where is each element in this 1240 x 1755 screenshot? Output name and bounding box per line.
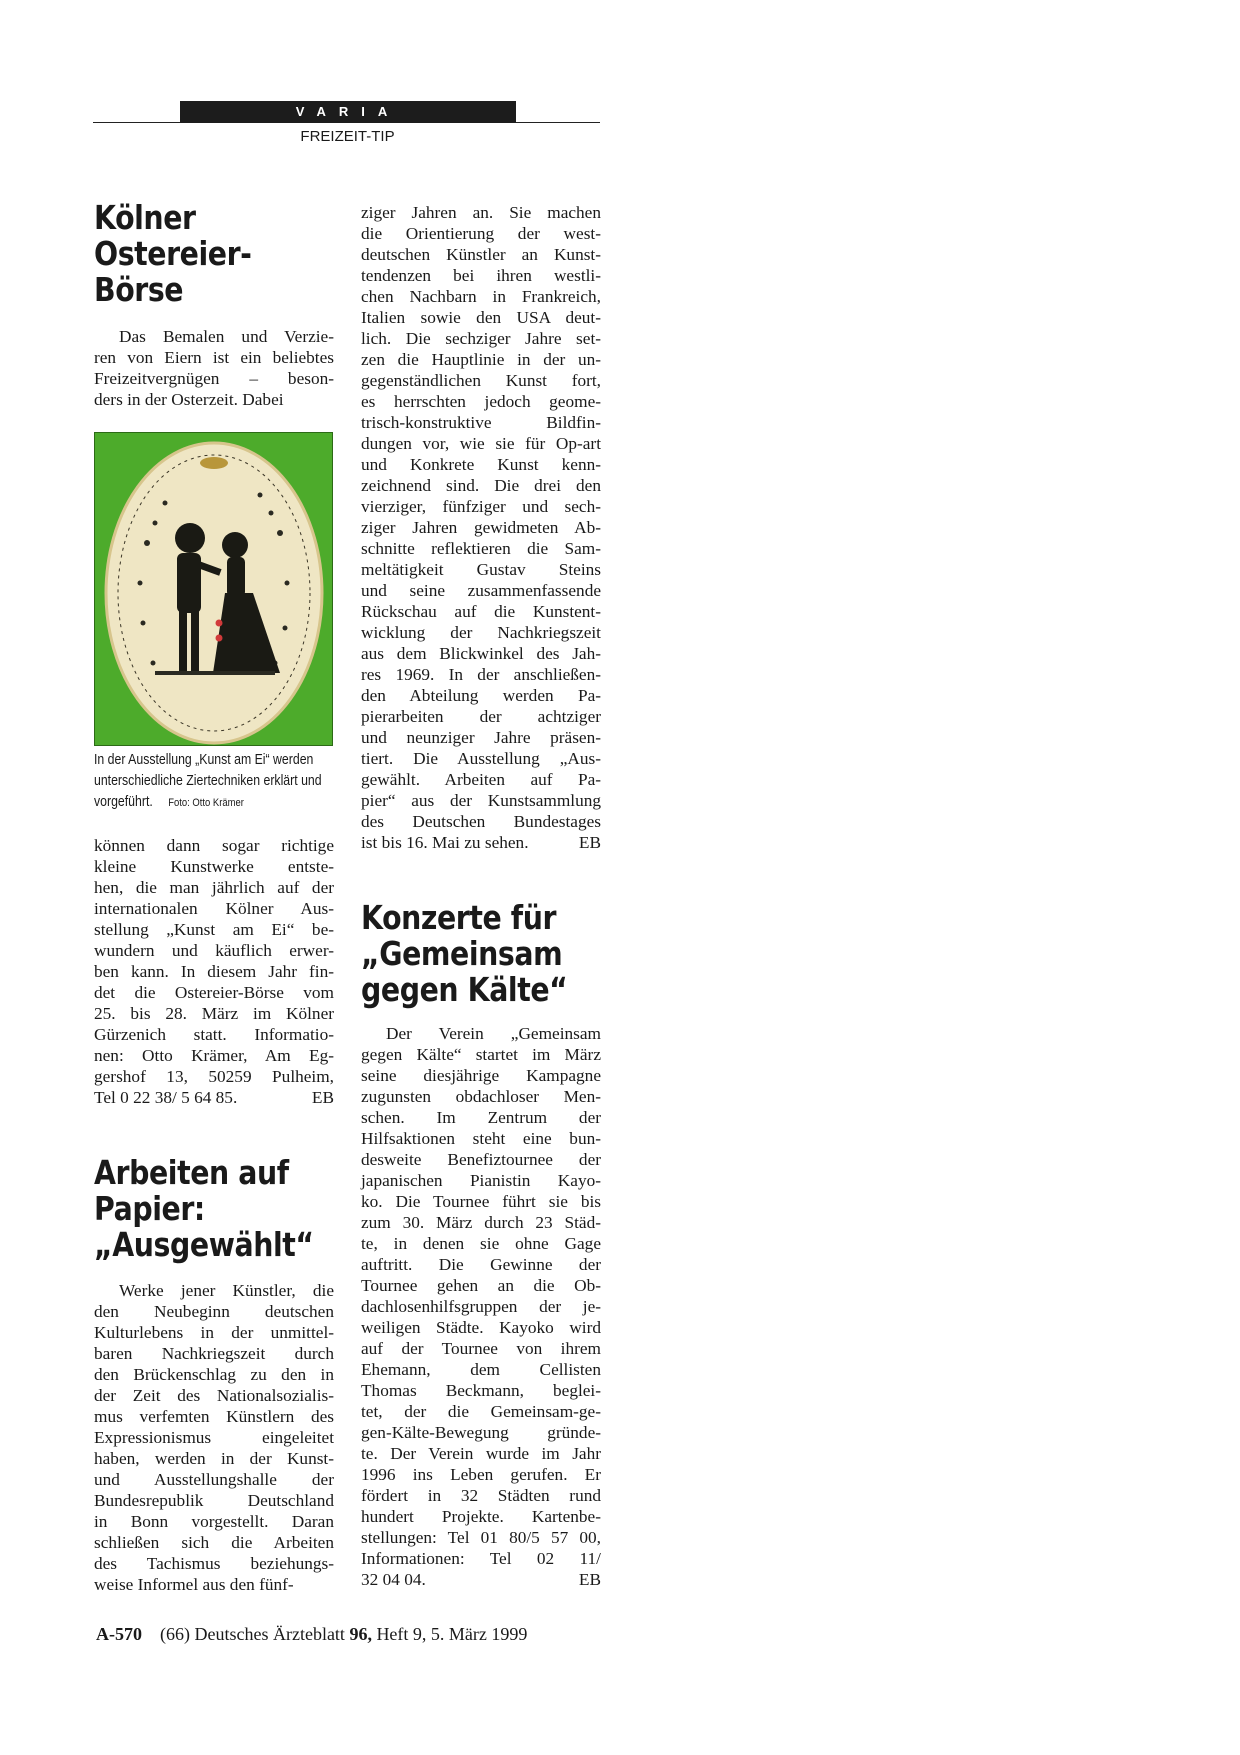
text-line: Tournee gehen an die Ob- bbox=[361, 1276, 601, 1295]
article-konzerte bbox=[361, 900, 601, 1008]
text-line: wicklung der Nachkriegszeit bbox=[361, 623, 601, 642]
article-title bbox=[94, 200, 333, 308]
article2-body-col1 bbox=[94, 1280, 334, 1595]
text-line: können dann sogar richtige bbox=[94, 836, 334, 855]
photo-caption bbox=[94, 750, 335, 814]
text-line: tet, der die Gemeinsam-ge- bbox=[361, 1402, 601, 1421]
text-line: Informationen: Tel 02 11/ bbox=[361, 1549, 601, 1568]
text-line: pier“ aus der Kunstsammlung bbox=[361, 791, 601, 810]
text-line: te. Der Verein wurde im Jahr bbox=[361, 1444, 601, 1463]
text-line: den Brückenschlag zu den in bbox=[94, 1365, 334, 1384]
text-line: ko. Die Tournee führt sie bis bbox=[361, 1192, 601, 1211]
text-line: dungen vor, wie sie für Op-art bbox=[361, 434, 601, 453]
text-line: die Orientierung der west- bbox=[361, 224, 601, 243]
text-line: Tel 0 22 38/ 5 64 85. EB bbox=[94, 1088, 334, 1107]
text-line: es herrschten jedoch geome- bbox=[361, 392, 601, 411]
text-line: den Abteilung werden Pa- bbox=[361, 686, 601, 705]
page-footer bbox=[96, 1624, 527, 1645]
text-line: ziger Jahren gewidmeten Ab- bbox=[361, 518, 601, 537]
easter-egg-photo bbox=[94, 432, 333, 746]
text-line: auf der Tournee von ihrem bbox=[361, 1339, 601, 1358]
section-label: VARIA bbox=[180, 101, 516, 123]
author-signature: EB bbox=[578, 833, 601, 852]
text-line: trisch-konstruktive Bildfin- bbox=[361, 413, 601, 432]
text-line: des Tachismus beziehungs- bbox=[94, 1554, 334, 1573]
journal-volume: 96, bbox=[349, 1624, 372, 1644]
text-line: schnitte reflektieren die Sam- bbox=[361, 539, 601, 558]
title-line: „Gemeinsam bbox=[361, 934, 563, 973]
text-line: ders in der Osterzeit. Dabei bbox=[94, 390, 284, 409]
article-arbeiten-auf-papier bbox=[94, 1155, 334, 1263]
title-line: Arbeiten auf bbox=[94, 1153, 289, 1192]
text-line: lich. Die sechziger Jahre set- bbox=[361, 329, 601, 348]
text-line: hen, die man jährlich auf der bbox=[94, 878, 334, 897]
text-line: Hilfsaktionen steht eine bun- bbox=[361, 1129, 601, 1148]
text-line: mus verfemten Künstlern des bbox=[94, 1407, 334, 1426]
text-line: meltätigkeit Gustav Steins bbox=[361, 560, 601, 579]
text-line: stellungen: Tel 01 80/5 57 00, bbox=[361, 1528, 601, 1547]
text-line: in Bonn vorgestellt. Daran bbox=[94, 1512, 334, 1531]
body-text bbox=[361, 202, 601, 853]
article-title bbox=[361, 900, 600, 1008]
article2-body-col2 bbox=[361, 202, 601, 853]
text-line: zum 30. März durch 23 Städ- bbox=[361, 1213, 601, 1232]
text-line: gegen Kälte“ startet im März bbox=[361, 1045, 601, 1064]
text-line: und seine zusammenfassende bbox=[361, 581, 601, 600]
text-line: ren von Eiern ist ein beliebtes bbox=[94, 348, 334, 367]
text-line: Freizeitvergnügen – beson- bbox=[94, 369, 334, 388]
journal-name: (66) Deutsches Ärzteblatt bbox=[160, 1624, 345, 1644]
author-signature: EB bbox=[311, 1088, 334, 1107]
text-line: tiert. Die Ausstellung „Aus- bbox=[361, 749, 601, 768]
text-line: und neunziger Jahre präsen- bbox=[361, 728, 601, 747]
text-line: pierarbeiten der achtziger bbox=[361, 707, 601, 726]
text-line: Bundesrepublik Deutschland bbox=[94, 1491, 334, 1510]
text-line: und Konkrete Kunst kenn- bbox=[361, 455, 601, 474]
article-intro bbox=[94, 326, 334, 410]
body-text bbox=[361, 1023, 601, 1590]
title-line: Papier: bbox=[94, 1189, 205, 1228]
text-line: gershof 13, 50259 Pulheim, bbox=[94, 1067, 334, 1086]
text-line: Expressionismus eingeleitet bbox=[94, 1428, 334, 1447]
body-text bbox=[94, 1280, 334, 1595]
text-line: 1996 ins Leben gerufen. Er bbox=[361, 1465, 601, 1484]
text-line: nen: Otto Krämer, Am Eg- bbox=[94, 1046, 334, 1065]
text-line: internationalen Kölner Aus- bbox=[94, 899, 334, 918]
text-line: Ehemann, dem Cellisten bbox=[361, 1360, 601, 1379]
author-signature: EB bbox=[578, 1570, 601, 1589]
article-title bbox=[94, 1155, 333, 1263]
text-line: ist bis 16. Mai zu sehen. EB bbox=[361, 833, 601, 852]
text-line: schen. Im Zentrum der bbox=[361, 1108, 601, 1127]
text-line: gewählt. Arbeiten auf Pa- bbox=[361, 770, 601, 789]
text-line: Thomas Beckmann, beglei- bbox=[361, 1381, 601, 1400]
text-line: aus dem Blickwinkel des Jah- bbox=[361, 644, 601, 663]
text-line: japanischen Pianistin Kayo- bbox=[361, 1171, 601, 1190]
subsection-label: FREIZEIT-TIP bbox=[300, 128, 395, 145]
text-line: Italien sowie den USA deut- bbox=[361, 308, 601, 327]
text-line: desweite Benefiztournee der bbox=[361, 1150, 601, 1169]
photo-credit: Foto: Otto Krämer bbox=[168, 797, 244, 809]
text-line: tendenzen bei ihren westli- bbox=[361, 266, 601, 285]
text-line: hundert Projekte. Kartenbe- bbox=[361, 1507, 601, 1526]
title-line: gegen Kälte“ bbox=[361, 970, 568, 1009]
text-line: der Zeit des Nationalsozialis- bbox=[94, 1386, 334, 1405]
text-line: te, in denen sie ohne Gage bbox=[361, 1234, 601, 1253]
text-line: vierziger, fünfziger und sech- bbox=[361, 497, 601, 516]
text-line: baren Nachkriegszeit durch bbox=[94, 1344, 334, 1363]
text-line: dachlosenhilfsgruppen der je- bbox=[361, 1297, 601, 1316]
text-line: seine diesjährige Kampagne bbox=[361, 1066, 601, 1085]
text-line: res 1969. In der anschließen- bbox=[361, 665, 601, 684]
text-line: Gürzenich statt. Informatio- bbox=[94, 1025, 334, 1044]
article3-body bbox=[361, 1023, 601, 1590]
title-line: Kölner bbox=[94, 198, 196, 237]
text-line: den Neubeginn deutschen bbox=[94, 1302, 334, 1321]
title-line: „Ausgewählt“ bbox=[94, 1225, 314, 1264]
text-line: wundern und käuflich erwer- bbox=[94, 941, 334, 960]
text-line: auftritt. Die Gewinne der bbox=[361, 1255, 601, 1274]
text-line: zeichnend sind. Die drei den bbox=[361, 476, 601, 495]
text-line: Rückschau auf die Kunstent- bbox=[361, 602, 601, 621]
body-text bbox=[94, 835, 334, 1108]
caption-text: In der Ausstellung „Kunst am Ei“ werden unterschiedliche Ziertechniken erklärt und vorgeführt. bbox=[94, 752, 322, 810]
text-line: zen die Hauptlinie in der un- bbox=[361, 350, 601, 369]
text-line: kleine Kunstwerke entste- bbox=[94, 857, 334, 876]
article-koelner-ostereier bbox=[94, 200, 334, 308]
text-line: weise Informel aus den fünf- bbox=[94, 1575, 294, 1594]
text-line: det die Ostereier-Börse vom bbox=[94, 983, 334, 1002]
intro-text bbox=[94, 326, 334, 410]
text-line: chen Nachbarn in Frankreich, bbox=[361, 287, 601, 306]
title-line: Ostereier- bbox=[94, 234, 252, 273]
text-line: 32 04 04. EB bbox=[361, 1570, 601, 1589]
text-line: gegenständlichen Kunst fort, bbox=[361, 371, 601, 390]
article1-body bbox=[94, 835, 334, 1108]
text-line: Der Verein „Gemeinsam bbox=[386, 1024, 601, 1043]
title-line: Börse bbox=[94, 270, 184, 309]
title-line: Konzerte für bbox=[361, 898, 557, 937]
journal-issue: Heft 9, 5. März 1999 bbox=[376, 1624, 528, 1644]
text-line: fördert in 32 Städten rund bbox=[361, 1486, 601, 1505]
text-line: Werke jener Künstler, die bbox=[119, 1281, 334, 1300]
text-line: und Ausstellungshalle der bbox=[94, 1470, 334, 1489]
page-number: A-570 bbox=[96, 1624, 142, 1644]
text-line: gen-Kälte-Bewegung gründe- bbox=[361, 1423, 601, 1442]
decorated-egg-icon bbox=[95, 433, 333, 746]
text-line: schließen sich die Arbeiten bbox=[94, 1533, 334, 1552]
text-line: 25. bis 28. März im Kölner bbox=[94, 1004, 334, 1023]
text-line: ben kann. In diesem Jahr fin- bbox=[94, 962, 334, 981]
text-line: deutschen Künstler an Kunst- bbox=[361, 245, 601, 264]
text-line: zugunsten obdachloser Men- bbox=[361, 1087, 601, 1106]
text-line: des Deutschen Bundestages bbox=[361, 812, 601, 831]
text-line: haben, werden in der Kunst- bbox=[94, 1449, 334, 1468]
text-line: Kulturlebens in der unmittel- bbox=[94, 1323, 334, 1342]
text-line: ziger Jahren an. Sie machen bbox=[361, 203, 601, 222]
text-line: weiligen Städte. Kayoko wird bbox=[361, 1318, 601, 1337]
text-line: stellung „Kunst am Ei“ be- bbox=[94, 920, 334, 939]
text-line: Das Bemalen und Verzie- bbox=[119, 327, 334, 346]
